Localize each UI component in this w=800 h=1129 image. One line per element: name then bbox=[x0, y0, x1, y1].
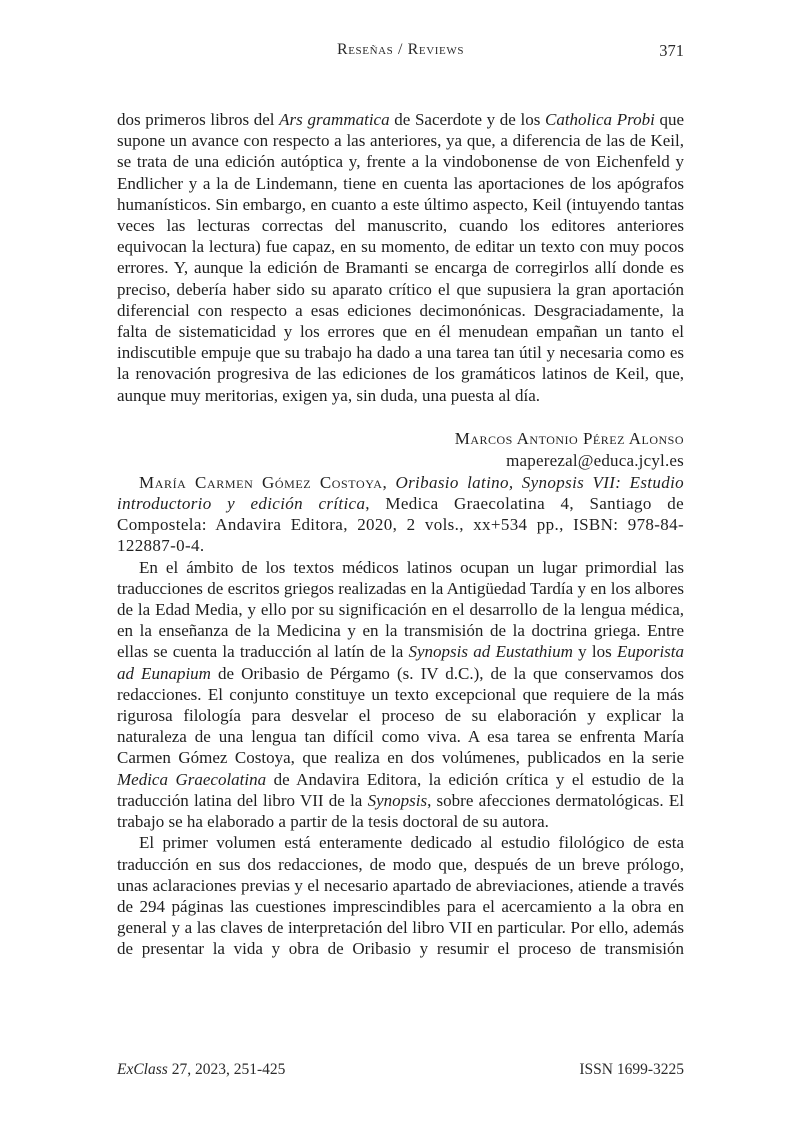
review-paragraph-1: En el ámbito de los textos médicos latinos ocupan un lugar primordial las traducciones de escritos griegos realizadas en la Antigüedad Tardía y en los albores de la Edad Media, y ello por su significación en el desarrollo de la lengua médica, en la enseñanza de la Medicina y en la transmisión de la doctrina griega. Entre ellas se cuenta la traducción al latín de la Synopsis ad Eustathium y los Euporista ad Eunapium de Oribasio de Pérgamo (s. IV d.C.), de la que conservamos dos redacciones. El conjunto constituye un texto excepcional que requiere de la más rigurosa filología para desvelar el proceso de su elaboración y explicar la naturaleza de una lengua tan difícil como viva. A esa tarea se enfrenta María Carmen Gómez Costoya, que realiza en dos volúmenes, publicados en la serie Medica Graecolatina de Andavira Editora, la edición crítica y el estudio de la traducción latina del libro VII de la Synopsis, sobre afecciones dermatológicas. El trabajo se ha elaborado a partir de la tesis doctoral de su autora. bbox=[117, 557, 684, 832]
issn: ISSN 1699-3225 bbox=[579, 1061, 684, 1078]
journal-reference: ExClass 27, 2023, 251-425 bbox=[117, 1061, 286, 1078]
review-citation: María Carmen Gómez Costoya, Oribasio latino, Synopsis VII: Estudio introductorio y edición crítica, Medica Graecolatina 4, Santiago de Compostela: Andavira Editora, 2020, 2 vols., xx+534 pp., ISBN: 978-84-122887-0-4. bbox=[117, 472, 684, 556]
continuation-paragraph: dos primeros libros del Ars grammatica de Sacerdote y de los Catholica Probi que supone un avance con respecto a las anteriores, ya que, a diferencia de las de Keil, se trata de una edición autóptica y, frente a la vindobonense de von Eichenfeld y Endlicher y a la de Lindemann, tiene en cuenta las aportaciones de los apógrafos humanísticos. Sin embargo, en cuanto a este último aspecto, Keil (intuyendo tantas veces las lecturas correctas del manuscrito, cuando los editores anteriores equivocan la lectura) fue capaz, en su momento, de editar un texto con muy pocos errores. Y, aunque la edición de Bramanti se encarga de corregirlos allí donde es preciso, debería haber sido su aparato crítico el que supusiera la gran aportación diferencial con respecto a esas ediciones decimonónicas. Desgraciadamente, la falta de sistematicidad y los errores que en él menudean empañan un tanto el indiscutible empuje que su trabajo ha dado a una tarea tan útil y necesaria como es la renovación progresiva de las ediciones de los gramáticos latinos de Keil, que, aunque muy meritorias, exigen ya, sin duda, una puesta al día. bbox=[117, 110, 685, 405]
page-footer bbox=[117, 1061, 684, 1079]
reviewer-email: maperezal@educa.jcyl.es bbox=[506, 450, 684, 470]
reviewer-name: Marcos Antonio Pérez Alonso bbox=[454, 428, 684, 448]
reviewer-signature bbox=[117, 428, 684, 472]
page-header bbox=[117, 41, 684, 63]
running-title: Reseñas / Reviews bbox=[336, 41, 465, 58]
text-column bbox=[117, 109, 684, 960]
page-number: 371 bbox=[659, 41, 684, 60]
review-paragraph-2: El primer volumen está enteramente dedicado al estudio filológico de esta traducción en sus dos redacciones, de modo que, después de un breve prólogo, unas aclaraciones previas y el necesario apartado de abreviaciones, atiende a través de 294 páginas las cuestiones imprescindibles para el acercamiento a la obra en general y a las claves de interpretación del libro VII en particular. Por ello, además de presentar la vida y obra de Oribasio y resumir el proceso de transmisión bbox=[117, 833, 684, 959]
